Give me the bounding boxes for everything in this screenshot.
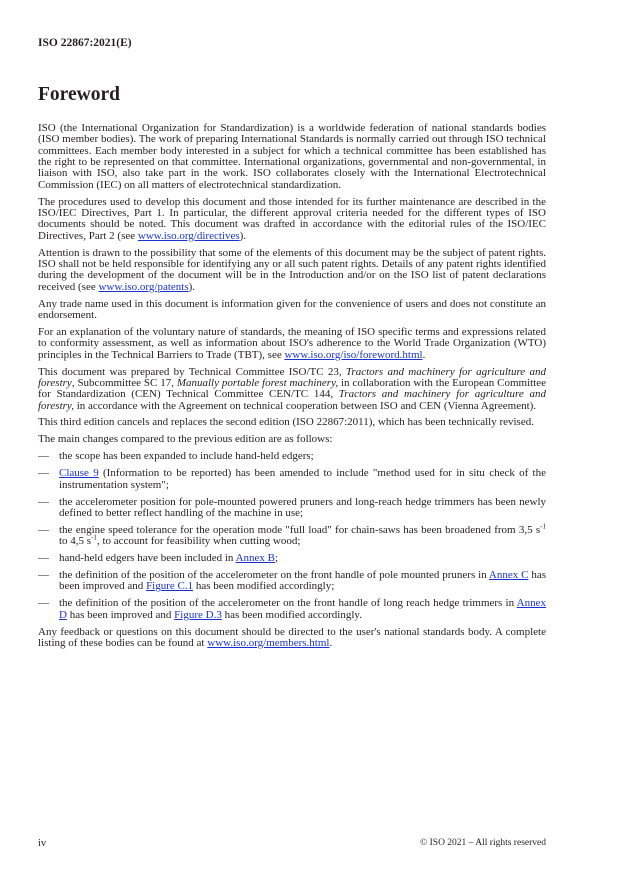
dash-bullet: — <box>38 552 49 565</box>
dash-bullet: — <box>38 597 49 610</box>
italic-title: Tractors and machinery for agriculture and forestry <box>38 365 546 389</box>
text-run: the engine speed tolerance for the operation mode "full load" for chain-saws has been broadened from 3,5 s <box>59 523 541 536</box>
text-run: . <box>422 348 426 361</box>
hyperlink[interactable]: www.iso.org/patents <box>98 280 189 293</box>
text-run: has been improved and <box>59 569 546 593</box>
italic-title: Manually portable forest machinery, <box>176 376 339 389</box>
paragraphs <box>38 123 546 446</box>
list-item-text <box>59 570 546 593</box>
list-item <box>38 468 546 491</box>
dash-bullet: — <box>38 569 49 582</box>
hyperlink[interactable]: Figure C.1 <box>146 580 194 593</box>
paragraph <box>38 434 546 445</box>
text-run: to 4,5 s <box>59 535 92 548</box>
list-item-text <box>59 553 546 564</box>
text-run: Any feedback or questions on this document should be directed to the user's national standards body. A complete listing of these bodies can be found at <box>38 625 546 649</box>
paragraph <box>38 299 546 322</box>
text-run: The procedures used to develop this document and those intended for its further maintenance are described in the ISO/IEC Directives, Part 1. In particular, the different approval criteria needed for the different types of ISO documents should be noted. This document was drafted in accordance with the editorial rules of the ISO/IEC Directives, Part 2 (see <box>38 195 546 242</box>
text-run: the scope has been expanded to include hand-held edgers; <box>59 450 314 463</box>
text-run: has been improved and <box>66 608 175 621</box>
dash-bullet: — <box>38 523 49 536</box>
text-run: in collaboration with the European Committee for Standardization (CEN) Technical Committee CEN/TC 144, <box>38 376 547 401</box>
list-item <box>38 570 546 593</box>
text-run: hand-held edgers have been included in <box>59 552 236 565</box>
text-run: Any trade name used in this document is information given for the convenience of users and does not constitute an endorsement. <box>38 297 546 321</box>
list-item-text <box>59 497 546 520</box>
paragraph <box>38 327 546 361</box>
text-run: the definition of the position of the accelerometer on the front handle of long reach hedge trimmers in <box>59 597 517 610</box>
text-run: ISO (the International Organization for Standardization) is a worldwide federation of national standards bodies (ISO member bodies). The work of preparing International Standards is normally carried out through ISO technical committees. Each member body interested in a subject for which a technical committee has been established has the right to be represented on that committee. International organizations, governmental and non-governmental, in liaison with ISO, also take part in the work. ISO collaborates closely with the International Electrotechnical Commission (IEC) on all matters of electrotechnical standardization. <box>38 122 546 191</box>
paragraph <box>38 417 546 428</box>
paragraph <box>38 248 546 293</box>
list-item <box>38 598 546 621</box>
text-run: has been modified accordingly; <box>193 580 335 593</box>
hyperlink[interactable]: Annex D <box>59 597 546 621</box>
text-run: . <box>329 636 333 649</box>
list-item <box>38 497 546 520</box>
text-run: ). <box>188 280 196 293</box>
text-run: , to account for feasibility when cutting wood; <box>96 535 301 548</box>
dash-bullet: — <box>38 495 49 508</box>
text-run: , Subcommittee SC 17, <box>71 376 177 389</box>
paragraph <box>38 367 546 412</box>
dash-bullet: — <box>38 467 49 480</box>
closing-paragraph <box>38 627 546 650</box>
text-run: This third edition cancels and replaces the second edition (ISO 22867:2011), which has been technically revised. <box>38 416 534 429</box>
list-item-text <box>59 522 546 548</box>
list-item-text <box>59 468 546 491</box>
copyright-notice: © ISO 2021 – All rights reserved <box>420 838 546 848</box>
text-run: ). <box>239 229 247 242</box>
text-run: This document was prepared by Technical Committee ISO/TC 23, <box>38 365 346 378</box>
hyperlink[interactable]: Clause 9 <box>59 467 99 480</box>
foreword-body <box>38 123 546 655</box>
text-run: Attention is drawn to the possibility that some of the elements of this document may be the subject of patent rights. ISO shall not be held responsible for identifying any or all such patent rights. Details of any patent rights identified during the development of the document will be in the Introduction and/or on the ISO list of patent declarations received (see <box>38 246 546 293</box>
italic-title: Tractors and machinery for agriculture and forestry, <box>38 388 546 412</box>
hyperlink[interactable]: Annex B <box>235 552 275 565</box>
paragraph <box>38 197 546 242</box>
superscript: -1 <box>540 522 546 531</box>
text-run: The main changes compared to the previous edition are as follows: <box>38 433 333 446</box>
superscript: -1 <box>91 533 97 542</box>
page-title: Foreword <box>38 84 120 105</box>
text-run: has been modified accordingly. <box>221 608 362 621</box>
text-run: ; <box>274 552 279 565</box>
list-item <box>38 522 546 548</box>
text-run: the definition of the position of the accelerometer on the front handle of pole mounted pruners in <box>59 569 489 582</box>
page-number: iv <box>38 838 47 849</box>
list-item <box>38 451 546 462</box>
list-item-text <box>59 598 546 621</box>
text-run: (Information to be reported) has been amended to include "method used for in situ check of the instrumentation system"; <box>59 467 546 491</box>
list-item-text <box>59 451 546 462</box>
text-run: For an explanation of the voluntary nature of standards, the meaning of ISO specific terms and expressions related to conformity assessment, as well as information about ISO's adherence to the World Trade Organization (WTO) principles in the Technical Barriers to Trade (TBT), see <box>38 325 546 361</box>
hyperlink[interactable]: www.iso.org/members.html <box>207 636 330 649</box>
dash-bullet: — <box>38 450 49 463</box>
text-run: the accelerometer position for pole-mounted powered pruners and long-reach hedge trimmers has been newly defined to better reflect handling of the machine in use; <box>59 495 546 519</box>
hyperlink[interactable]: www.iso.org/iso/foreword.html <box>284 348 423 361</box>
paragraph <box>38 123 546 191</box>
hyperlink[interactable]: Annex C <box>488 569 529 582</box>
changes-list <box>38 451 546 621</box>
document-id-header: ISO 22867:2021(E) <box>38 37 132 49</box>
hyperlink[interactable]: Figure D.3 <box>174 608 222 621</box>
hyperlink[interactable]: www.iso.org/directives <box>137 229 240 242</box>
list-item <box>38 553 546 564</box>
text-run: in accordance with the Agreement on technical cooperation between ISO and CEN (Vienna Agreement). <box>73 399 537 412</box>
